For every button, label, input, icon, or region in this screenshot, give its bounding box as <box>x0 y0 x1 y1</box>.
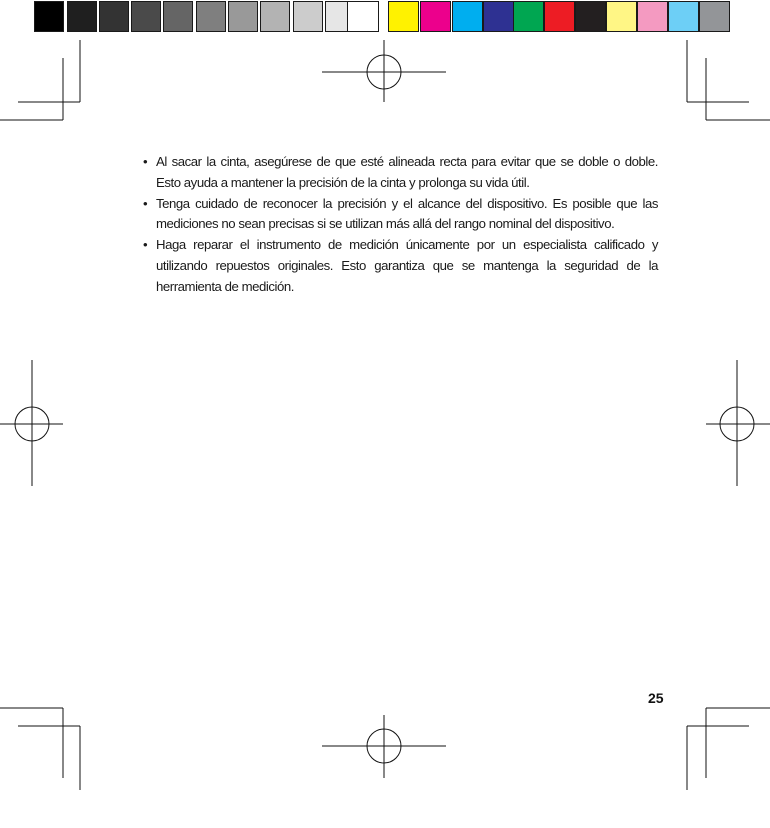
list-item-text: Haga reparar el instrumento de medición únicamente por un especialista calificado y utilizando repuestos originales. Esto garantiza que se mantenga la seguridad de la herramienta de medición. <box>156 237 658 294</box>
list-item <box>143 194 658 236</box>
safety-instructions-list <box>143 152 658 298</box>
list-item <box>143 152 658 194</box>
bullet-marker: • <box>143 237 148 253</box>
registration-mark-top <box>322 40 446 102</box>
page-number: 25 <box>648 690 664 706</box>
registration-mark-right <box>706 360 770 486</box>
bullet-marker: • <box>143 195 148 211</box>
registration-mark-left <box>0 360 63 486</box>
bullet-marker: • <box>143 154 148 169</box>
list-item-text: Al sacar la cinta, asegúrese de que esté alineada recta para evitar que se doble o doble. Esto ayuda a mantener la precisión de la cinta y prolonga su vida útil. <box>156 154 658 190</box>
list-item-text: Tenga cuidado de reconocer la precisión y el alcance del dispositivo. Es posible que las mediciones no sean precisas si se utilizan más allá del rango nominal del dispositivo. <box>156 195 658 232</box>
list-item <box>143 235 658 297</box>
registration-mark-bottom <box>322 715 446 778</box>
